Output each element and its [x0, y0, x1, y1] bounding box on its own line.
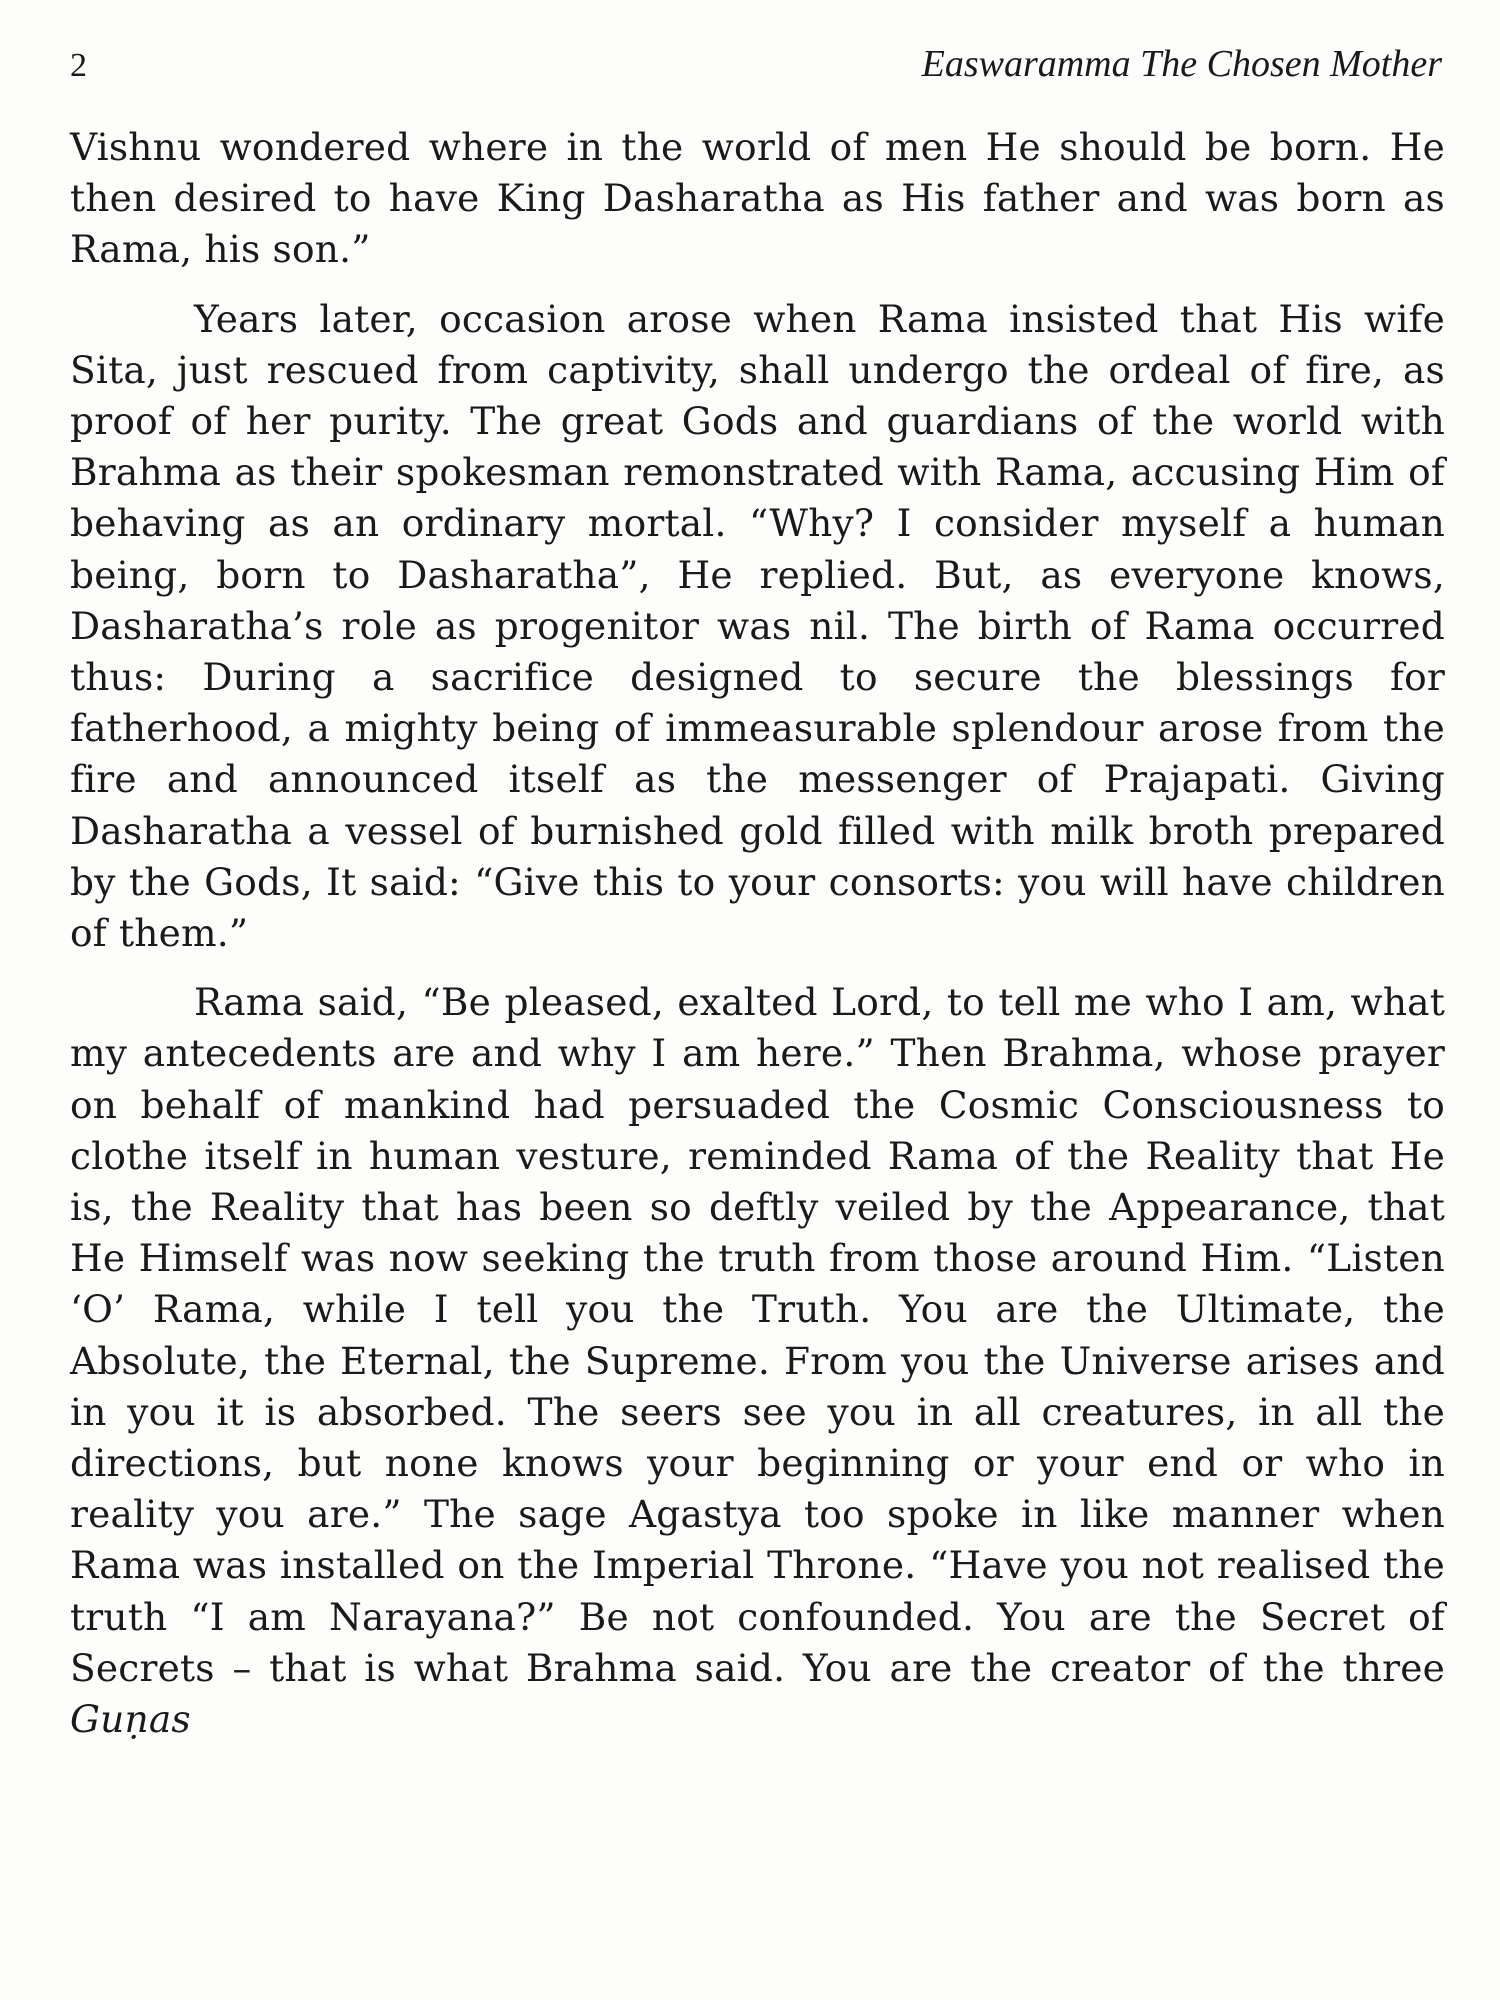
body-text — [70, 122, 1445, 1745]
paragraph-2 — [70, 294, 1445, 960]
paragraph-1 — [70, 122, 1445, 276]
page-number: 2 — [70, 47, 87, 84]
paragraph-1-text: Vishnu wondered where in the world of men He should be born. He then desired to have King Dasharatha as His father and was born as Rama, his son.” — [70, 125, 1445, 272]
page-header — [70, 38, 1442, 90]
running-title: Easwaramma The Chosen Mother — [921, 43, 1442, 85]
paragraph-3-italic-term: Guṇas — [70, 1697, 191, 1742]
paragraph-2-text: Years later, occasion arose when Rama insisted that His wife Sita, just rescued from captivity, shall undergo the ordeal of fire, as proof of her purity. The great Gods and guardians of the world with Brahma as their spokesman remonstrated with Rama, accusing Him of behaving as an ordinary mortal. “Why? I consider myself a human being, born to Dasharatha”, He replied. But, as everyone knows, Dasharatha’s role as progenitor was nil. The birth of Rama occurred thus: During a sacrifice designed to secure the blessings for fatherhood, a mighty being of immeasurable splendour arose from the fire and announced itself as the messenger of Prajapati. Giving Dasharatha a vessel of burnished gold filled with milk broth prepared by the Gods, It said: “Give this to your consorts: you will have children of them.” — [70, 296, 1445, 956]
paragraph-3-text: Rama said, “Be pleased, exalted Lord, to tell me who I am, what my antecedents are and why I am here.” Then Brahma, whose prayer on behalf of mankind had persuaded the Cosmic Consciousness to clothe itself in human vesture, reminded Rama of the Reality that He is, the Reality that has been so deftly veiled by the Appearance, that He Himself was now seeking the truth from those around Him. “Listen ‘O’ Rama, while I tell you the Truth. You are the Ultimate, the Absolute, the Eternal, the Supreme. From you the Universe arises and in you it is absorbed. The seers see you in all creatures, in all the directions, but none knows your beginning or your end or who in reality you are.” The sage Agastya too spoke in like manner when Rama was installed on the Imperial Throne. “Have you not realised the truth “I am Narayana?” Be not confounded. You are the Secret of Secrets – that is what Brahma said. You are the creator of the three — [70, 980, 1445, 1690]
paragraph-3 — [70, 977, 1445, 1745]
